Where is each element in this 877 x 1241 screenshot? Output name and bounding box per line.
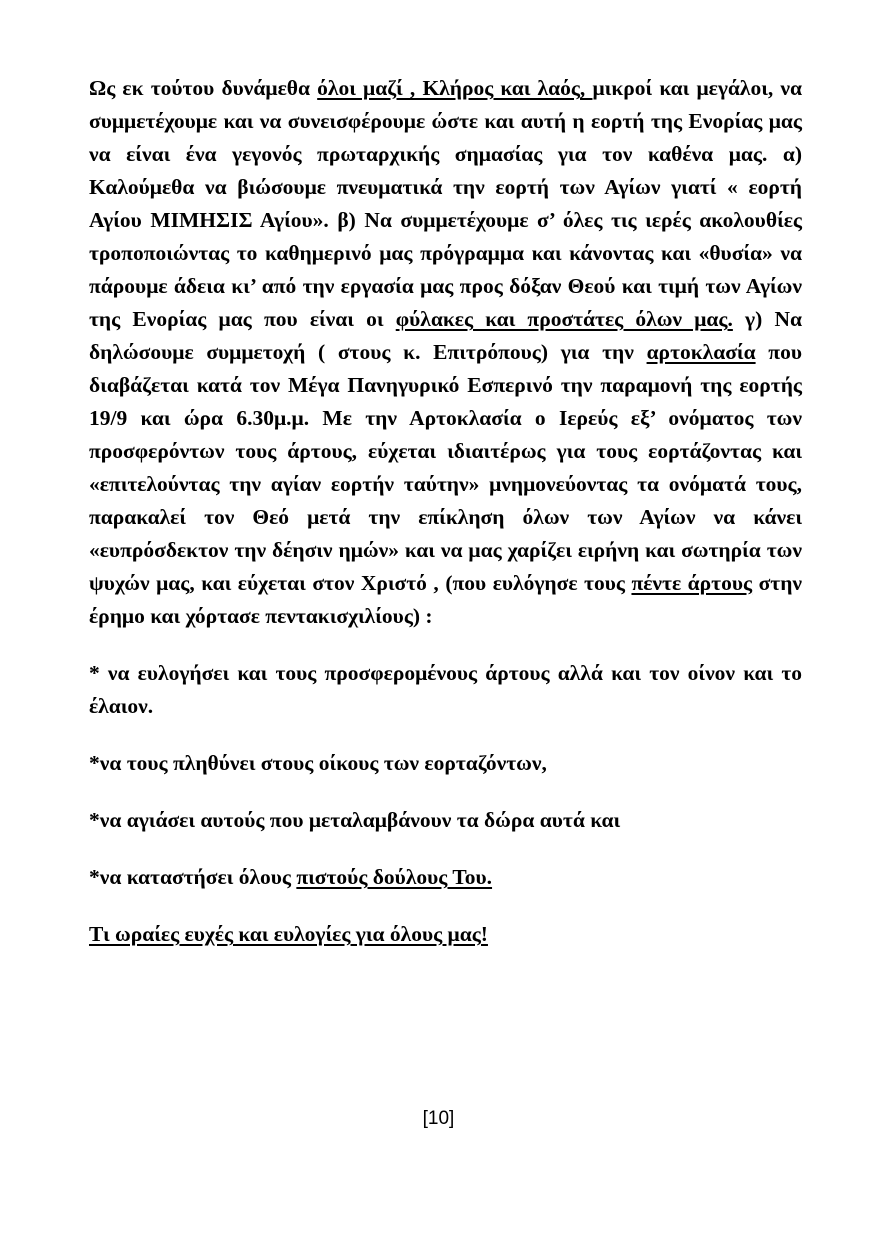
underlined-phrase-clergy-and-people: όλοι μαζί , Κλήρος και λαός, (317, 76, 593, 100)
bullet-multiply: *να τους πληθύνει στους οίκους των εορταζόντων, (89, 751, 547, 775)
bullet-faithful-servants (89, 861, 802, 894)
main-paragraph (89, 72, 802, 633)
underlined-phrase-faithful-servants: πιστούς δούλους Του. (296, 865, 493, 889)
main-text-segment: γ) Να δηλώσουμε συμμετοχή ( στους κ. Επιτρόπους) για την (89, 307, 802, 364)
page-number: [10] (422, 1108, 455, 1129)
bullet-text: *να καταστήσει όλους (89, 865, 297, 889)
main-text-segment: Ως εκ τούτου δυνάμεθα (89, 76, 318, 100)
closing-line-text: Τι ωραίες ευχές και ευλογίες για όλους μας! (89, 922, 488, 946)
closing-line (89, 918, 802, 951)
underlined-phrase-artoklasia: αρτοκλασία (646, 340, 756, 364)
main-text-segment: που διαβάζεται κατά τον Μέγα Πανηγυρικό Εσπερινό την παραμονή της εορτής 19/9 και ώρα 6.30μ.μ. Με την Αρτοκλασία ο Ιερεύς εξ’ ονόματος των προσφερόντων τους άρτους, εύχεται ιδιαιτέρως για τους εορτάζοντας και «επιτελούντας την αγίαν εορτήν ταύτην» μνημονεύοντας τα ονόματά τους, παρακαλεί τον Θεό μετά την επίκληση όλων των Αγίων να κάνει «ευπρόσδεκτον την δέησιν ημών» και να μας χαρίζει ειρήνη και σωτηρία των ψυχών μας, και εύχεται στον Χριστό , (που ευλόγησε τους (89, 340, 802, 595)
underlined-phrase-guardians: φύλακες και προστάτες όλων μας. (395, 307, 733, 331)
underlined-phrase-five-loaves: πέντε άρτους (631, 571, 753, 595)
bullet-sanctify: *να αγιάσει αυτούς που μεταλαμβάνουν τα δώρα αυτά και (89, 808, 621, 832)
main-text-segment: μικροί και μεγάλοι, να συμμετέχουμε και να συνεισφέρουμε ώστε και αυτή η εορτή της Ενορίας μας να είναι ένα γεγονός πρωταρχικής σημασίας για τον καθένα μας. α) Καλούμεθα να βιώσουμε πνευματικά την εορτή των Αγίων γιατί « εορτή Αγίου ΜΙΜΗΣΙΣ Αγίου». β) Να συμμετέχουμε σ’ όλες τις ιερές ακολουθίες τροποποιώντας το καθημερινό μας πρόγραμμα και κάνοντας και «θυσία» να πάρουμε άδεια κι’ από την εργασία μας προς δόξαν Θεού και τιμή των Αγίων της Ενορίας μας που είναι οι (89, 76, 802, 331)
bullet-bless-loaves: * να ευλογήσει και τους προσφερομένους άρτους αλλά και τον οίνον και το έλαιον. (89, 661, 802, 718)
document-page (89, 72, 802, 951)
main-text-segment: στην έρημο και χόρτασε πεντακισχιλίους) : (89, 571, 803, 628)
